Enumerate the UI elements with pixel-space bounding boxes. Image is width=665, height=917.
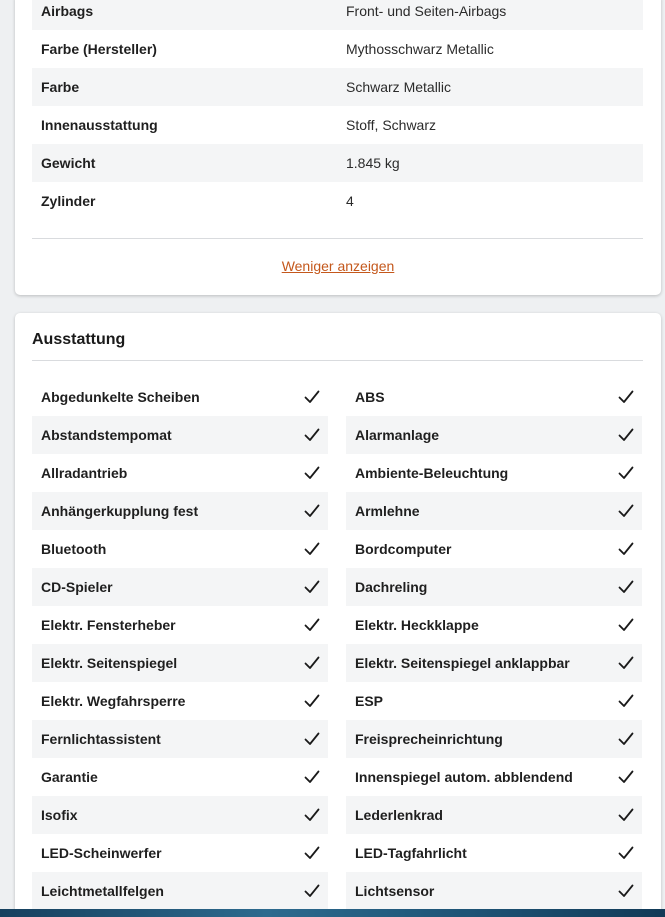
check-icon — [618, 808, 634, 822]
equipment-item-label: Armlehne — [355, 503, 420, 519]
equipment-item — [346, 606, 642, 644]
check-icon — [304, 390, 320, 404]
equipment-item-label: Bordcomputer — [355, 541, 452, 557]
equipment-item — [32, 834, 328, 872]
spec-row-farbe — [32, 68, 643, 106]
spec-label: Zylinder — [41, 193, 96, 209]
check-icon — [304, 504, 320, 518]
equipment-item-label: ESP — [355, 693, 384, 709]
equipment-item — [32, 492, 328, 530]
equipment-card — [15, 313, 661, 917]
check-icon — [304, 580, 320, 594]
divider — [32, 360, 643, 361]
spec-label: Farbe — [41, 79, 80, 95]
spec-label: Farbe (Hersteller) — [41, 41, 157, 57]
equipment-item-label: Dachreling — [355, 579, 428, 595]
equipment-item-label: Isofix — [41, 807, 78, 823]
check-icon — [618, 390, 634, 404]
equipment-item-label: CD-Spieler — [41, 579, 113, 595]
equipment-item — [346, 416, 642, 454]
check-icon — [304, 656, 320, 670]
equipment-item — [32, 720, 328, 758]
check-icon — [618, 580, 634, 594]
taskbar-strip — [0, 909, 665, 917]
equipment-item-label: ABS — [355, 389, 385, 405]
spec-value: 4 — [346, 193, 354, 209]
spec-value: Stoff, Schwarz — [346, 117, 437, 133]
check-icon — [304, 694, 320, 708]
check-icon — [304, 732, 320, 746]
spec-label: Airbags — [41, 3, 94, 19]
check-icon — [618, 732, 634, 746]
spec-row-zylinder — [32, 182, 643, 220]
equipment-item — [32, 796, 328, 834]
check-icon — [304, 542, 320, 556]
check-icon — [618, 618, 634, 632]
show-less-link[interactable]: Weniger anzeigen — [281, 258, 395, 274]
check-icon — [304, 770, 320, 784]
equipment-item — [32, 530, 328, 568]
spec-label: Gewicht — [41, 155, 96, 171]
spec-value: Mythosschwarz Metallic — [346, 41, 494, 57]
check-icon — [618, 504, 634, 518]
equipment-item — [346, 530, 642, 568]
equipment-item — [346, 796, 642, 834]
equipment-item — [32, 416, 328, 454]
check-icon — [618, 466, 634, 480]
equipment-item — [32, 682, 328, 720]
check-icon — [618, 428, 634, 442]
equipment-item — [346, 720, 642, 758]
check-icon — [304, 884, 320, 898]
spec-value: Schwarz Metallic — [346, 79, 452, 95]
spec-row-innenausstattung — [32, 106, 643, 144]
equipment-item-label: Elektr. Fensterheber — [41, 617, 176, 633]
equipment-item-label: Elektr. Seitenspiegel — [41, 655, 178, 671]
equipment-item — [32, 644, 328, 682]
check-icon — [304, 618, 320, 632]
spec-row-gewicht — [32, 144, 643, 182]
equipment-item-label: LED-Tagfahrlicht — [355, 845, 467, 861]
equipment-item-label: Bluetooth — [41, 541, 107, 557]
check-icon — [618, 656, 634, 670]
equipment-item — [346, 834, 642, 872]
equipment-item-label: Abgedunkelte Scheiben — [41, 389, 200, 405]
equipment-item — [32, 568, 328, 606]
spec-row-farbe-hersteller — [32, 30, 643, 68]
equipment-item — [346, 644, 642, 682]
technical-data-card — [15, 0, 661, 295]
equipment-item — [32, 872, 328, 910]
equipment-item — [346, 454, 642, 492]
equipment-item — [346, 378, 642, 416]
equipment-item-label: Garantie — [41, 769, 98, 785]
check-icon — [618, 542, 634, 556]
equipment-item-label: Freisprecheinrichtung — [355, 731, 503, 747]
equipment-item-label: Alarmanlage — [355, 427, 440, 443]
spec-value: 1.845 kg — [346, 155, 400, 171]
check-icon — [304, 808, 320, 822]
check-icon — [618, 770, 634, 784]
equipment-item-label: Anhängerkupplung fest — [41, 503, 199, 519]
check-icon — [304, 466, 320, 480]
check-icon — [304, 428, 320, 442]
check-icon — [304, 846, 320, 860]
equipment-item-label: Leichtmetallfelgen — [41, 883, 164, 899]
spec-label: Innenausstattung — [41, 117, 158, 133]
equipment-item — [346, 568, 642, 606]
check-icon — [618, 846, 634, 860]
equipment-item — [32, 758, 328, 796]
equipment-item-label: Elektr. Wegfahrsperre — [41, 693, 186, 709]
equipment-item-label: Fernlichtassistent — [41, 731, 161, 747]
equipment-item-label: Lederlenkrad — [355, 807, 443, 823]
spec-row-airbags — [32, 0, 643, 30]
equipment-item-label: Lichtsensor — [355, 883, 435, 899]
equipment-item — [346, 492, 642, 530]
equipment-item-label: Elektr. Seitenspiegel anklappbar — [355, 655, 570, 671]
section-title: Ausstattung — [32, 331, 126, 348]
equipment-item — [32, 454, 328, 492]
equipment-item — [346, 758, 642, 796]
divider — [32, 238, 643, 239]
check-icon — [618, 884, 634, 898]
spec-value: Front- und Seiten-Airbags — [346, 3, 507, 19]
equipment-item — [32, 606, 328, 644]
equipment-item-label: LED-Scheinwerfer — [41, 845, 162, 861]
equipment-item — [32, 378, 328, 416]
equipment-item-label: Ambiente-Beleuchtung — [355, 465, 509, 481]
equipment-item — [346, 682, 642, 720]
equipment-item — [346, 872, 642, 910]
equipment-item-label: Allradantrieb — [41, 465, 128, 481]
equipment-item-label: Elektr. Heckklappe — [355, 617, 479, 633]
equipment-item-label: Abstandstempomat — [41, 427, 172, 443]
equipment-item-label: Innenspiegel autom. abblendend — [355, 769, 573, 785]
check-icon — [618, 694, 634, 708]
